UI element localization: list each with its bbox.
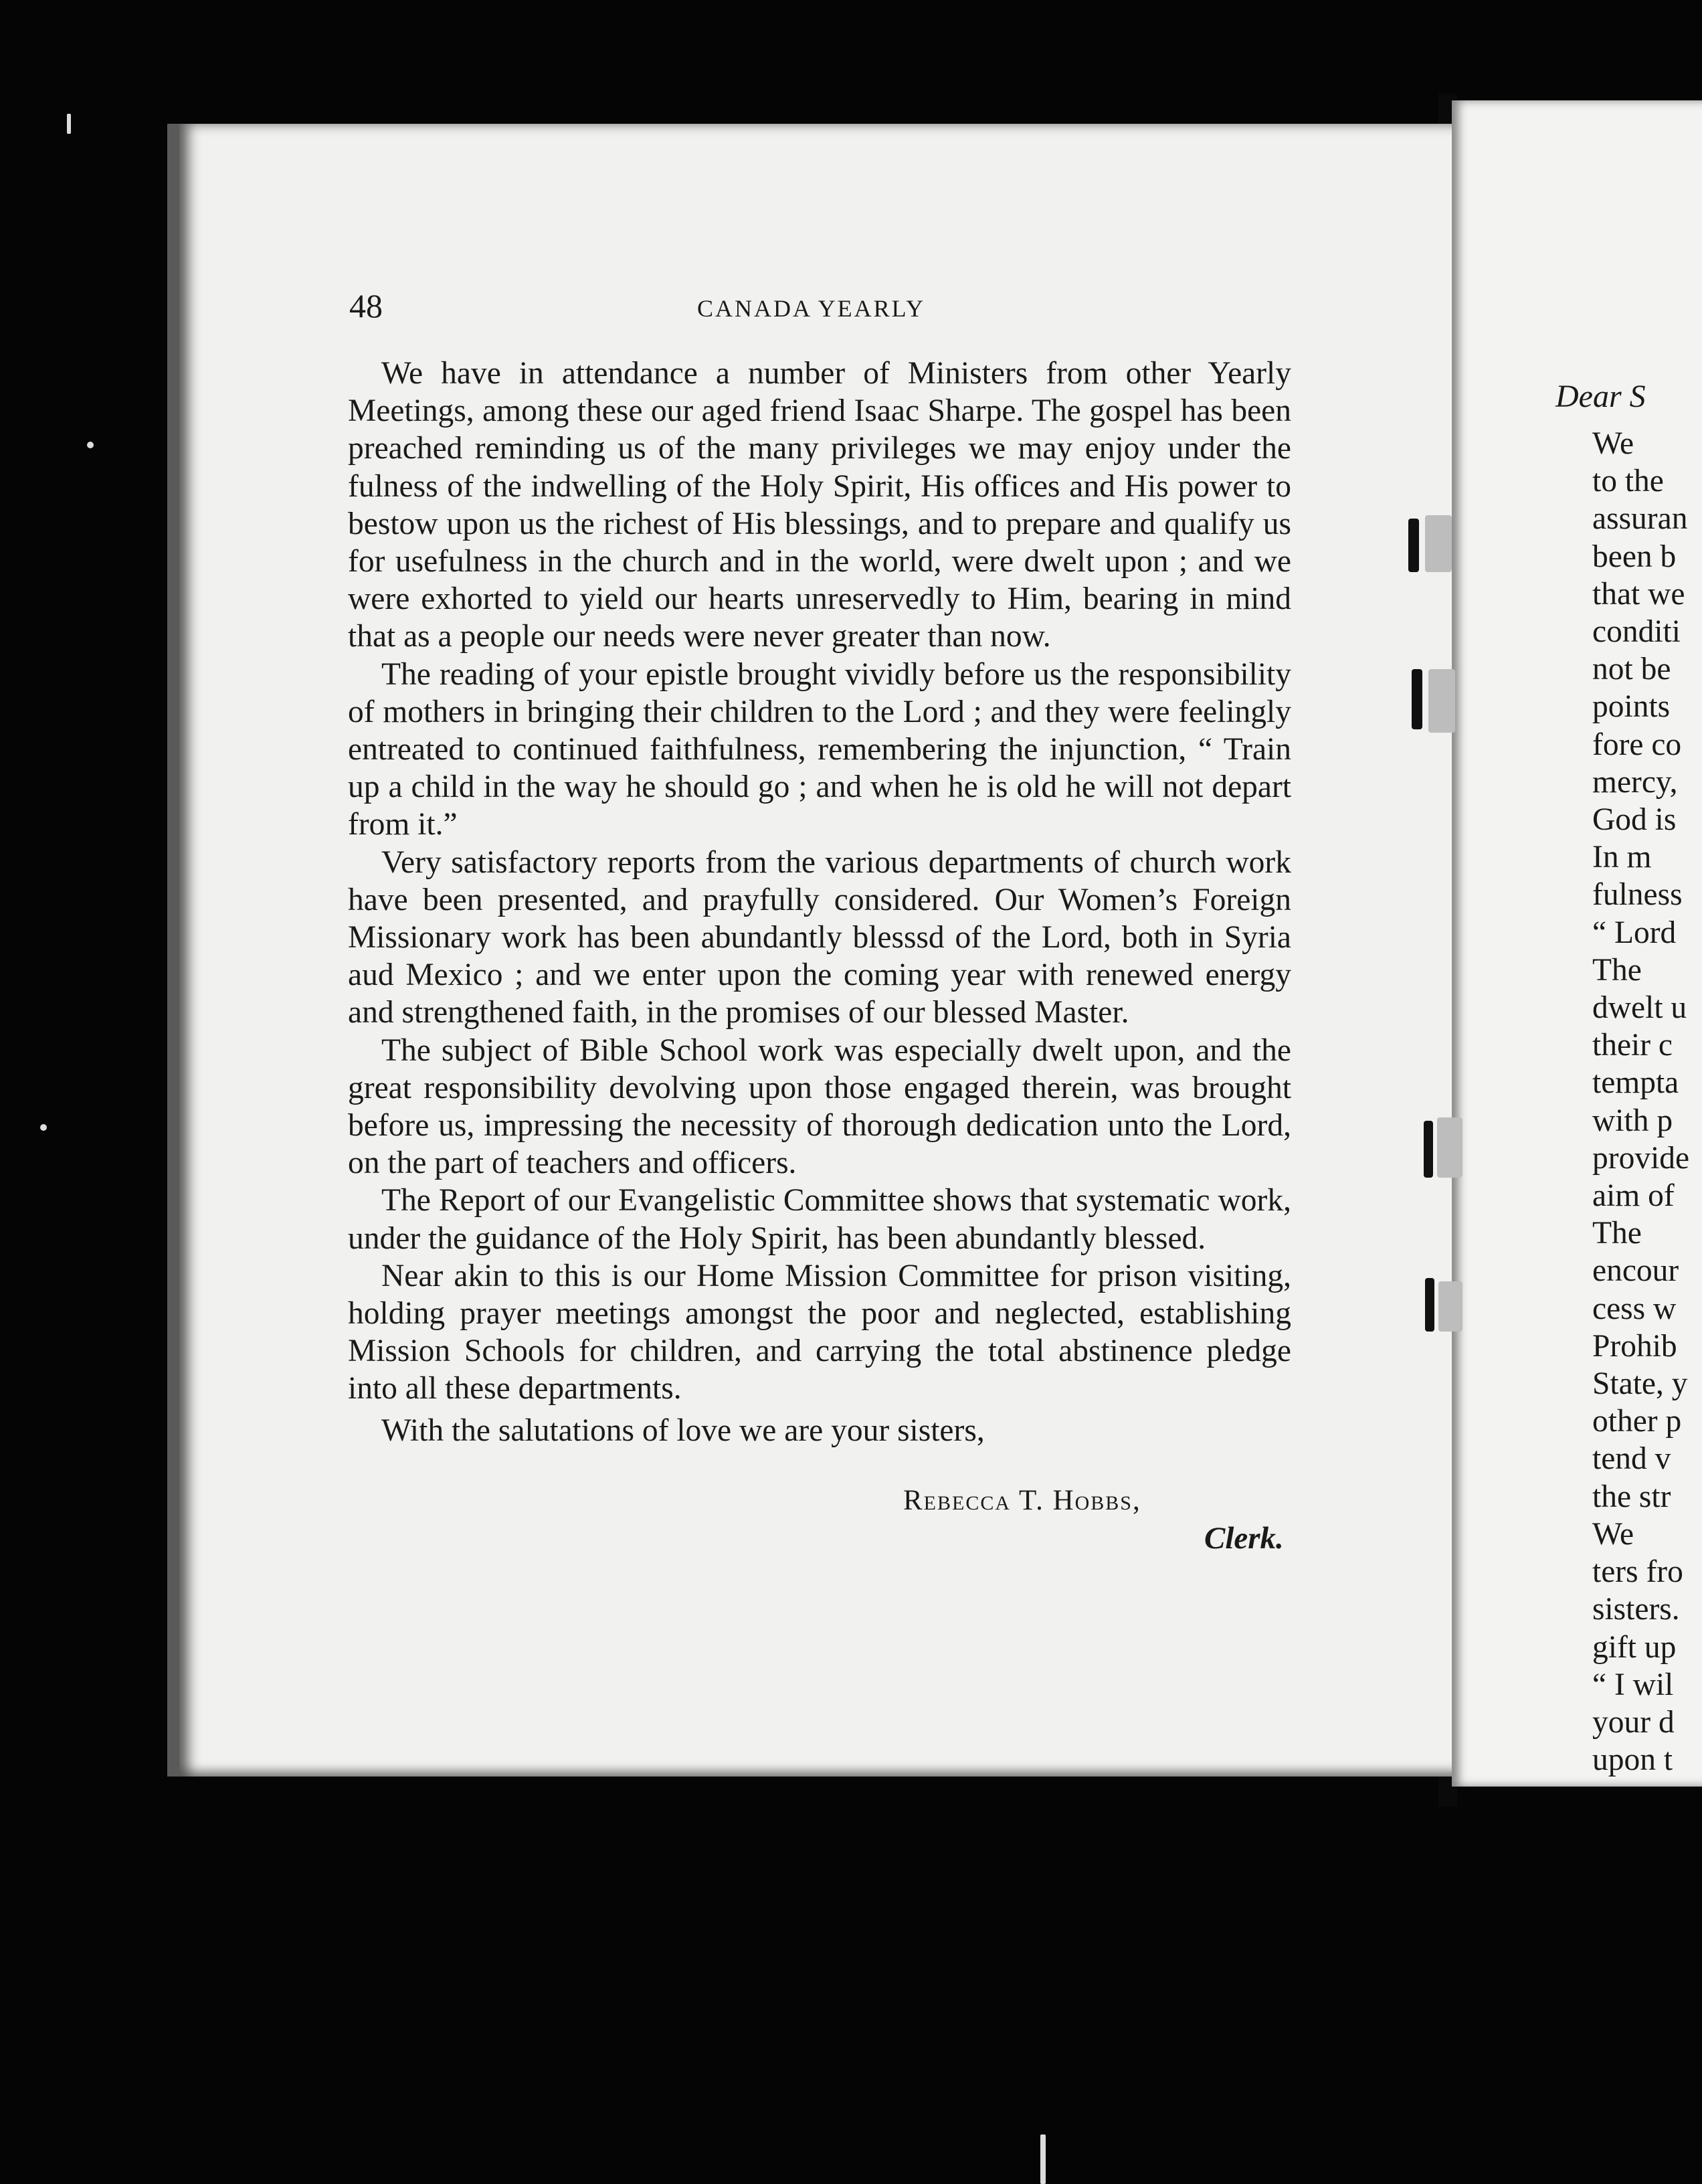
running-head: CANADA YEARLY [697, 295, 926, 322]
paragraph: Very satisfactory reports from the various departments of church work have been presented, and prayfully considered. Our Women’s Foreign Missionary work has been abundantly blesssd of the Lord, both in Syria aud Mexico ; and we enter upon the coming year with renewed energy and strengthened faith, in the promises of our blessed Master. [348, 844, 1291, 1030]
binding-tab [1425, 1278, 1434, 1332]
paragraph: We have in attendance a number of Ministers from other Yearly Meetings, among these our aged friend Isaac Sharpe. The gospel has been preached reminding us of the many privileges we may enjoy under the fulness of the indwelling of the Holy Spirit, His offices and His power to bestow upon us the richest of His blessings, and to prepare and qualify us for usefulness in the church and in the world, were dwelt upon ; and we were exhorted to yield our hearts unreservedly to Him, bearing in mind that as a people our needs were never greater than now. [348, 356, 1291, 654]
binding-tab [1408, 519, 1419, 572]
right-page-line: “ I wil [1592, 1667, 1674, 1702]
paragraph: The reading of your epistle brought vividly before us the responsibility of mothers in bringing their children to the Lord ; and they were feelingly entreated to continued faithfulness, remembering the injunction, “ Train up a child in the way he should go ; and when he is old he will not depart from it.” [348, 656, 1291, 842]
right-page-line: mercy, [1592, 764, 1678, 800]
binding-tab [1424, 1121, 1433, 1178]
right-page-line: tend v [1592, 1441, 1671, 1477]
right-page-line: In m [1592, 840, 1652, 875]
right-page-line: been b [1592, 539, 1677, 574]
right-page-line: assuran [1592, 501, 1688, 537]
right-page-line: aim of [1592, 1178, 1675, 1214]
right-page-line: State, y [1592, 1366, 1688, 1402]
right-page-text [1592, 425, 1699, 1779]
paragraph: The Report of our Evangelistic Committee shows that systematic work, under the guidance of the Holy Spirit, has been abundantly blessed. [348, 1183, 1291, 1256]
right-page-line: The [1592, 952, 1642, 988]
background-speck [67, 114, 71, 134]
signature-name: Rebecca T. Hobbs, [903, 1485, 1141, 1516]
binding-tab [1437, 1117, 1462, 1178]
binding-tab [1425, 515, 1452, 572]
right-page-line: your d [1592, 1704, 1675, 1740]
right-page-line: conditi [1592, 614, 1681, 650]
right-page-line: other p [1592, 1404, 1682, 1439]
right-page-line: to the [1592, 464, 1664, 499]
right-page-line: The [1592, 1216, 1642, 1251]
right-page-line: points [1592, 689, 1671, 725]
binding-tab [1438, 1281, 1462, 1332]
background-speck [1040, 2134, 1046, 2184]
right-page-salutation: Dear S [1555, 379, 1646, 414]
paragraph: With the salutations of love we are your sisters, [381, 1413, 985, 1448]
background-speck [87, 442, 94, 448]
paragraph: The subject of Bible School work was especially dwelt upon, and the great responsibility devolving upon those engaged therein, was brought before us, impressing the necessity of thorough dedication unto the Lord, on the part of teachers and officers. [348, 1032, 1291, 1181]
right-page-line: sisters. [1592, 1592, 1680, 1627]
background-speck [40, 1124, 47, 1131]
binding-tab [1428, 669, 1455, 733]
right-page-line: Prohib [1592, 1328, 1677, 1364]
right-page-line: not be [1592, 652, 1671, 687]
right-page-line: upon t [1592, 1742, 1673, 1778]
right-page-line: that we [1592, 576, 1685, 612]
right-page-line: with p [1592, 1103, 1673, 1138]
right-page-line: cess w [1592, 1291, 1677, 1326]
right-page-line: dwelt u [1592, 990, 1687, 1026]
right-page-line: the str [1592, 1479, 1671, 1514]
right-page-line: We [1592, 1516, 1634, 1552]
right-page-line: God is [1592, 802, 1677, 838]
right-page-line: their c [1592, 1028, 1673, 1063]
body-text [348, 355, 1291, 1449]
page-number: 48 [349, 287, 383, 325]
binding-tab [1412, 669, 1422, 729]
right-page-line: “ Lord [1592, 915, 1677, 950]
right-page-line: ters fro [1592, 1554, 1683, 1590]
paragraph: Near akin to this is our Home Mission Committee for prison visiting, holding prayer meetings amongst the poor and neglected, establishing Mission Schools for children, and carrying the total abstinence pledge into all these departments. [348, 1258, 1291, 1406]
page-header [349, 286, 1299, 333]
right-page-line: provide [1592, 1140, 1690, 1176]
right-page-line: We [1592, 426, 1634, 461]
right-page-line: fulness [1592, 877, 1683, 913]
right-page-line: encour [1592, 1253, 1679, 1289]
right-page-line: fore co [1592, 727, 1682, 762]
signature-role: Clerk. [1204, 1521, 1284, 1556]
right-page-line: gift up [1592, 1629, 1677, 1665]
right-page-line: tempta [1592, 1065, 1679, 1101]
